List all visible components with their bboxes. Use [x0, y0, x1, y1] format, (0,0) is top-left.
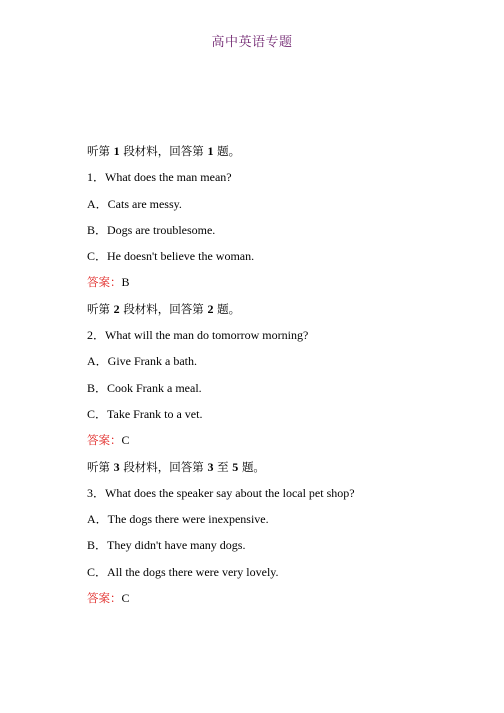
intro-text: 题。 [217, 144, 241, 158]
intro-text: 段材料，回答第 [123, 301, 204, 316]
option-a: A．Give Frank a bath. [87, 354, 197, 369]
section-intro [87, 459, 467, 485]
intro-number: 2 [113, 301, 120, 316]
option-b: B．Dogs are troublesome. [87, 222, 216, 237]
answer-value: C [121, 591, 130, 606]
intro-number: 2 [207, 301, 214, 316]
question-text: 3．What does the speaker say about the local pet shop? [87, 485, 355, 500]
question-text: 2．What will the man do tomorrow morning? [87, 328, 309, 343]
question-text: 1．What does the man mean? [87, 170, 232, 185]
intro-text: 至 [217, 459, 229, 474]
option-c: C．Take Frank to a vet. [87, 406, 203, 421]
answer-value: C [121, 433, 130, 448]
document-body [87, 143, 467, 616]
page-header-title: 高中英语专题 [211, 35, 293, 50]
option-a: A．Cats are messy. [87, 196, 182, 211]
intro-number: 3 [113, 459, 120, 474]
intro-number: 1 [113, 144, 120, 158]
answer-line [87, 590, 467, 616]
option-b: B．They didn't have many dogs. [87, 538, 246, 553]
section-intro [87, 301, 467, 327]
answer-value: B [121, 275, 130, 290]
answer-label: 答案： [87, 275, 122, 290]
intro-text: 题。 [217, 301, 241, 316]
intro-number: 3 [207, 459, 214, 474]
intro-number: 5 [232, 459, 239, 474]
option-c: C．He doesn't believe the woman. [87, 249, 255, 264]
option-a: A．The dogs there were inexpensive. [87, 512, 269, 527]
intro-text: 听第 [87, 301, 110, 316]
answer-line [87, 432, 467, 458]
answer-line [87, 274, 467, 300]
intro-text: 题。 [241, 459, 265, 474]
intro-number: 1 [207, 144, 214, 158]
option-b: B．Cook Frank a meal. [87, 380, 202, 395]
answer-label: 答案： [87, 433, 122, 448]
section-intro [87, 143, 467, 169]
intro-text: 段材料，回答第 [123, 144, 204, 158]
intro-text: 听第 [87, 459, 110, 474]
intro-text: 段材料，回答第 [123, 459, 204, 474]
intro-text: 听第 [87, 144, 110, 158]
option-c: C．All the dogs there were very lovely. [87, 564, 279, 579]
answer-label: 答案： [87, 591, 122, 606]
